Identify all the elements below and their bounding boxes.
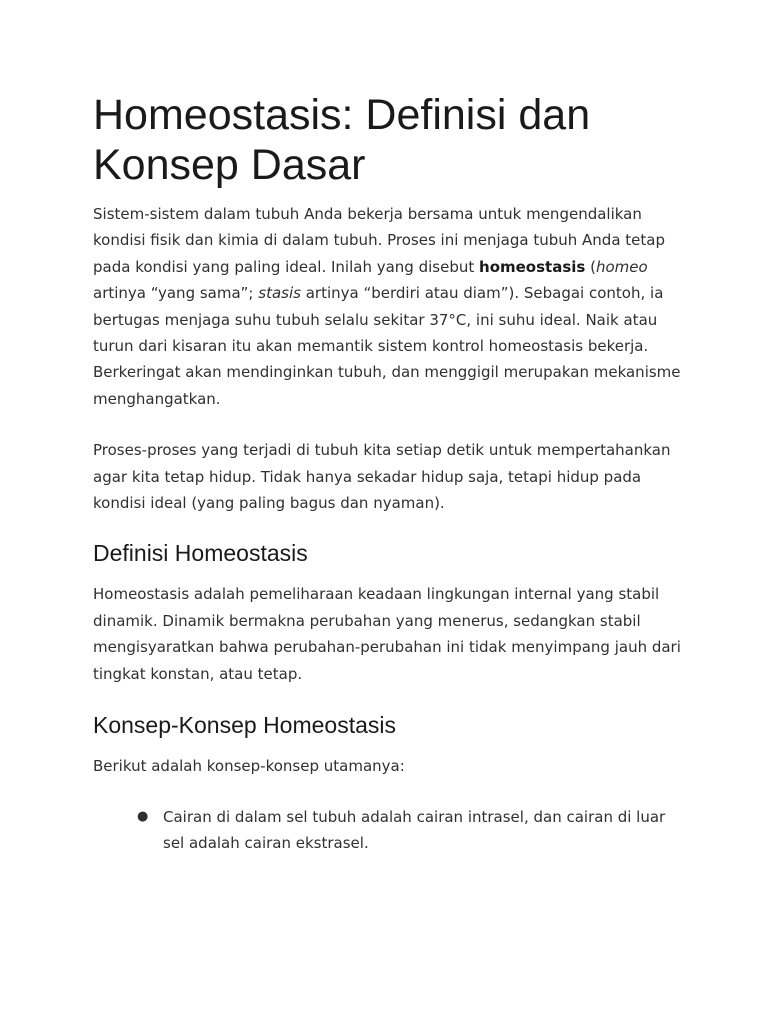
konsep-list	[93, 804, 683, 857]
intro-text-mid1: artinya “yang sama”;	[93, 284, 259, 303]
document-page	[93, 90, 683, 856]
list-item-text: Cairan di dalam sel tubuh adalah cairan intrasel, dan cairan di luar sel adalah cairan ekstrasel.	[163, 807, 666, 852]
italic-term-stasis: stasis	[258, 284, 301, 303]
section-heading-definisi: Definisi Homeostasis	[93, 540, 308, 567]
bullet-icon: ●	[137, 808, 149, 824]
second-paragraph: Proses-proses yang terjadi di tubuh kita setiap detik untuk mempertahankan agar kita tetap hidup. Tidak hanya sekadar hidup saja, tetapi hidup pada kondisi ideal (yang paling bagus dan nyaman).	[93, 441, 671, 513]
bold-term-homeostasis: homeostasis	[479, 257, 586, 276]
intro-paren-open: (	[585, 257, 596, 276]
page-title: Homeostasis: Definisi dan Konsep Dasar	[93, 91, 591, 189]
konsep-intro-paragraph: Berikut adalah konsep-konsep utamanya:	[93, 757, 405, 776]
list-item	[137, 804, 683, 857]
intro-paragraph	[93, 201, 683, 412]
intro-text-start: Sistem-sistem dalam tubuh Anda bekerja bersama untuk mengendalikan kondisi fisik dan kimia di dalam tubuh. Proses ini menjaga tubuh Anda tetap pada kondisi yang paling ideal. Inilah yang disebut	[93, 205, 665, 276]
intro-text-mid2: artinya “berdiri atau diam”). Sebagai contoh, ia bertugas menjaga suhu tubuh selalu sekitar 37°C, ini suhu ideal. Naik atau turun dari kisaran itu akan memantik sistem kontrol homeostasis bekerja. Berkeringat akan mendinginkan tubuh, dan menggigil merupakan mekanisme menghangatkan.	[93, 284, 681, 408]
definisi-paragraph: Homeostasis adalah pemeliharaan keadaan lingkungan internal yang stabil dinamik. Dinamik bermakna perubahan yang menerus, sedangkan stabil mengisyaratkan bahwa perubahan-perubahan ini tidak menyimpang jauh dari tingkat konstan, atau tetap.	[93, 585, 681, 683]
italic-term-homeo: homeo	[595, 257, 648, 276]
section-heading-konsep: Konsep-Konsep Homeostasis	[93, 712, 396, 739]
